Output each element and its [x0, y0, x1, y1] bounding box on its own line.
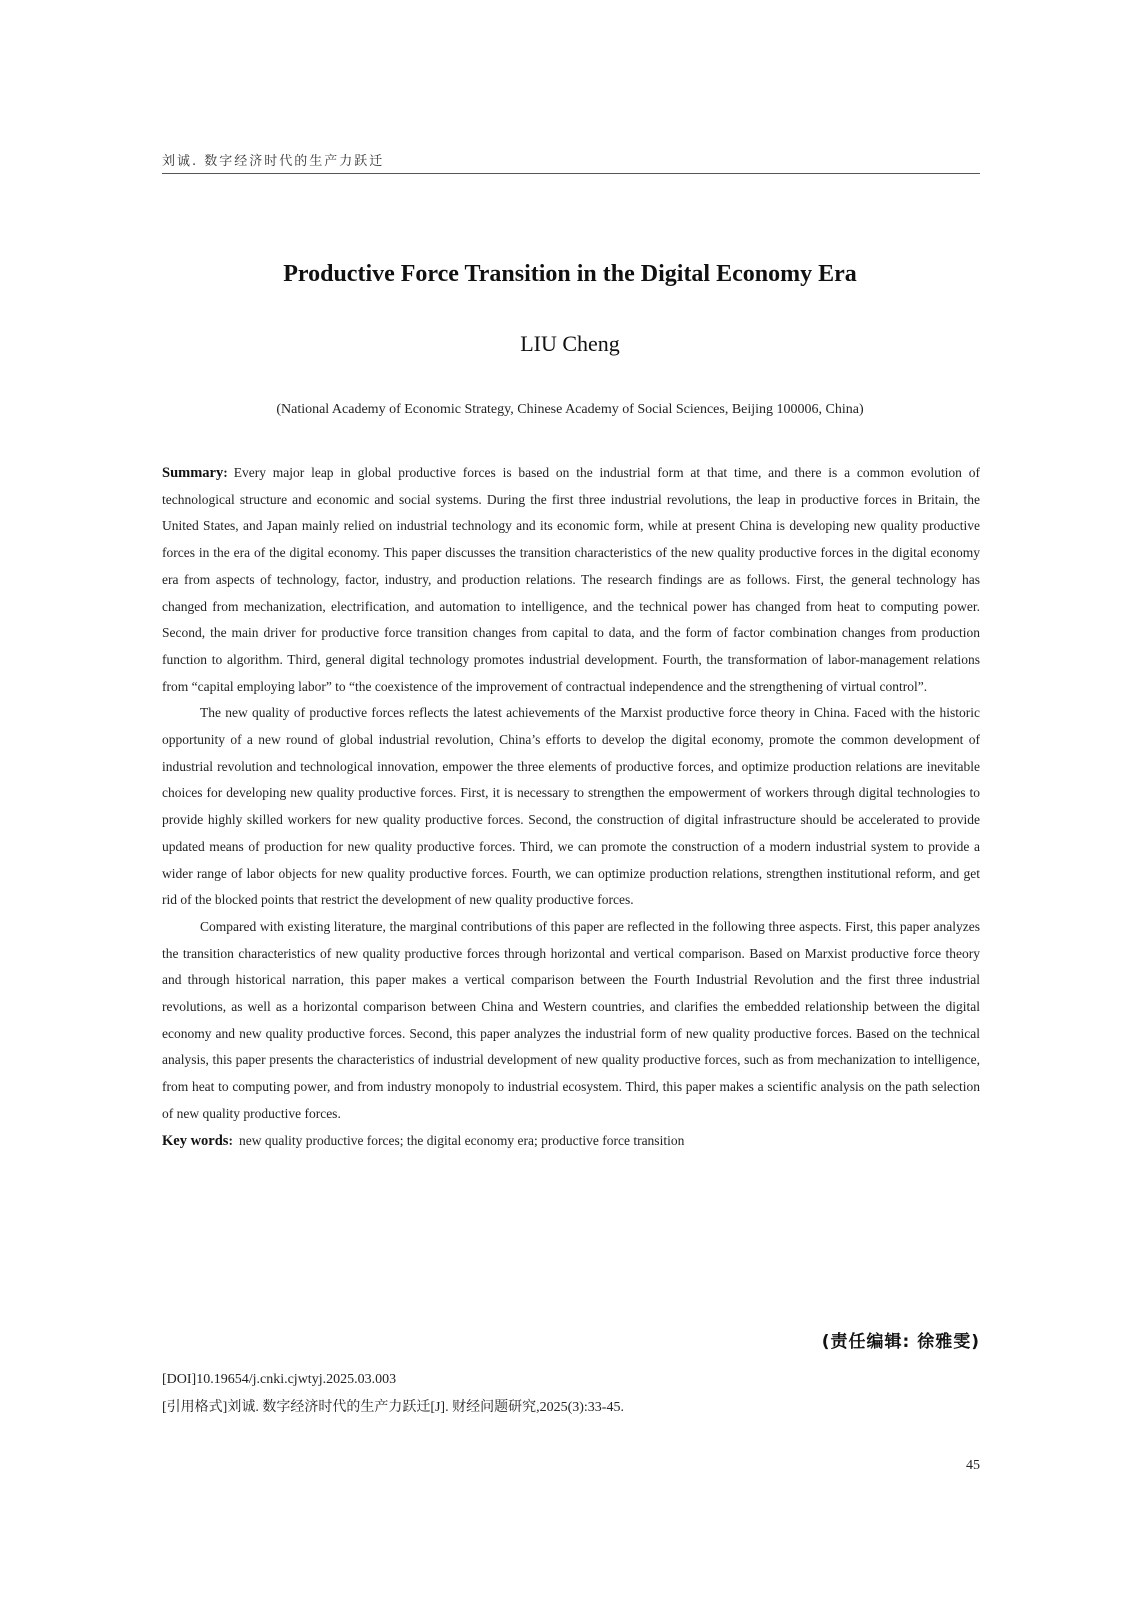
doi-line: [DOI]10.19654/j.cnki.cjwtyj.2025.03.003 — [162, 1372, 397, 1387]
keywords-separator: : — [228, 1132, 233, 1148]
keywords-text: new quality productive forces; the digital economy era; productive force transition — [238, 1132, 685, 1148]
responsible-editor: (责任编辑: 徐雅雯) — [821, 1332, 980, 1352]
summary-text: Every major leap in global productive forces is based on the industrial form at that time, and there is a common evolution of technological structure and economic and social systems. During the first three industrial revolutions, the leap in productive forces in Britain, the United States, and Japan mainly relied on industrial technology and its economic form, while at present China is developing new quality productive forces in the era of the digital economy. This paper discusses the transition characteristics of the new quality productive forces in the digital economy era from aspects of technology, factor, industry, and production relations. The research findings are as follows. First, the general technology has changed from mechanization, electrification, and automation to intelligence, and the technical power has changed from heat to computing power. Second, the main driver for productive force transition changes from capital to data, and the form of factor combination changes from production function to algorithm. Third, general digital technology promotes industrial development. Fourth, the transformation of labor-management relations from “capital employing labor” to “the coexistence of the improvement of contractual independence and the strengthening of virtual control”. — [162, 465, 980, 694]
summary-separator: : — [223, 465, 228, 480]
citation-line: [引用格式]刘诚. 数字经济时代的生产力跃迁[J]. 财经问题研究,2025(3):33-45. — [162, 1400, 624, 1415]
keywords-line — [162, 1128, 980, 1155]
summary-paragraph-3: Compared with existing literature, the marginal contributions of this paper are reflected in the following three aspects. First, this paper analyzes the transition characteristics of new quality productive forces through horizontal and vertical comparison. Based on Marxist productive force theory and through historical narration, this paper makes a vertical comparison between the Fourth Industrial Revolution and the first three industrial revolutions, as well as a horizontal comparison between China and Western countries, and clarifies the embedded relationship between the digital economy and new quality productive forces. Second, this paper analyzes the industrial form of new quality productive forces. Based on the technical analysis, this paper presents the characteristics of industrial development of new quality productive forces, such as from mechanization to intelligence, from heat to computing power, and from industry monopoly to industrial ecosystem. Third, this paper makes a scientific analysis on the path selection of new quality productive forces. — [162, 918, 980, 1121]
abstract-body — [162, 460, 980, 1154]
summary-paragraph-2: The new quality of productive forces reflects the latest achievements of the Marxist productive force theory in China. Faced with the historic opportunity of a new round of global industrial revolution, China’s efforts to develop the digital economy, promote the common development of industrial revolution and technological innovation, empower the three elements of productive forces, and optimize production relations are inevitable choices for developing new quality productive forces. First, it is necessary to strengthen the empowerment of workers through digital technologies to provide highly skilled workers for new quality productive forces. Second, the construction of digital infrastructure should be accelerated to provide updated means of production for new quality productive forces. Third, we can promote the construction of a modern industrial system to provide a wider range of labor objects for new quality productive forces. Fourth, we can optimize production relations, strengthen institutional reform, and get rid of the blocked points that restrict the development of new quality productive forces. — [162, 705, 980, 908]
author-affiliation: (National Academy of Economic Strategy, Chinese Academy of Social Sciences, Beijing 100006, China) — [276, 402, 864, 417]
article-title: Productive Force Transition in the Digital Economy Era — [283, 261, 857, 287]
page-number: 45 — [966, 1458, 980, 1473]
header-rule — [162, 173, 980, 174]
article-author: LIU Cheng — [520, 331, 620, 356]
summary-paragraph-1 — [162, 460, 980, 700]
keywords-label: Key words — [162, 1132, 229, 1149]
running-header: 刘诚. 数字经济时代的生产力跃迁 — [162, 154, 385, 169]
summary-label: Summary — [162, 465, 224, 481]
